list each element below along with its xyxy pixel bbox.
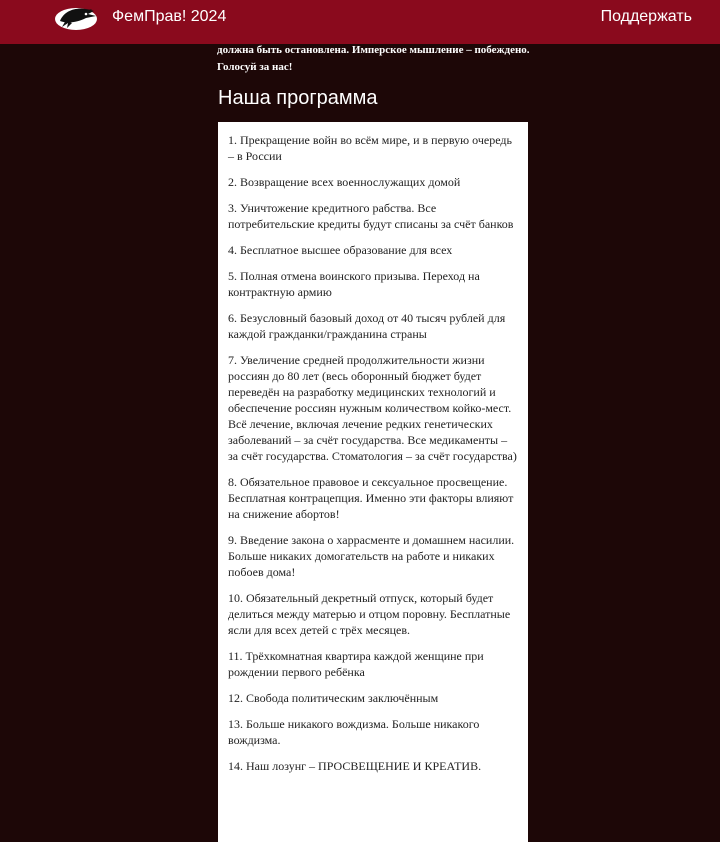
program-item: 9. Введение закона о харрасменте и домашнем насилии. Больше никаких домогательств на работе и никаких побоев дома! — [228, 533, 515, 579]
brand-title[interactable]: ФемПрав! 2024 — [112, 8, 227, 25]
donate-link[interactable]: Поддержать — [600, 8, 692, 25]
site-header — [0, 0, 720, 44]
intro-text — [217, 42, 537, 76]
program-item: 2. Возвращение всех военнослужащих домой — [228, 175, 461, 189]
intro-text-line: Голосуй за нас! — [217, 61, 293, 73]
program-item: 1. Прекращение войн во всём мире, и в первую очередь – в России — [228, 133, 512, 163]
program-item: 6. Безусловный базовый доход от 40 тысяч рублей для каждой гражданки/гражданина страны — [228, 311, 506, 341]
program-item: 10. Обязательный декретный отпуск, который будет делиться между матерью и отцом поровну. Бесплатные ясли для всех детей с трёх месяцев. — [228, 591, 511, 637]
program-item: 4. Бесплатное высшее образование для всех — [228, 243, 453, 257]
program-item: 7. Увеличение средней продолжительности жизни россиян до 80 лет (весь оборонный бюджет будет переведён на разработку медицинских технологий и обеспечение россиян нужным количеством койко-мест. Всё лечение, включая лечение редких генетических заболеваний – за счёт государства. Все медикаменты – за счёт государства. Стоматология – за счёт государства) — [228, 353, 517, 463]
program-item: 14. Наш лозунг – ПРОСВЕЩЕНИЕ И КРЕАТИВ. — [228, 759, 482, 773]
program-list — [218, 122, 528, 842]
program-item: 3. Уничтожение кредитного рабства. Все потребительские кредиты будут списаны за счёт банков — [228, 201, 514, 231]
intro-text-line: должна быть остановлена. Имперское мышление – побеждено. — [217, 44, 530, 56]
program-item: 12. Свобода политическим заключённым — [228, 691, 439, 705]
program-heading: Наша программа — [218, 87, 378, 109]
program-item: 11. Трёхкомнатная квартира каждой женщине при рождении первого ребёнка — [228, 649, 484, 679]
program-item: 8. Обязательное правовое и сексуальное просвещение. Бесплатная контрацепция. Именно эти факторы влияют на снижение абортов! — [228, 475, 514, 521]
program-item: 13. Больше никакого вождизма. Больше никакого вождизма. — [228, 717, 480, 747]
program-item: 5. Полная отмена воинского призыва. Переход на контрактную армию — [228, 269, 480, 299]
crow-logo-icon[interactable] — [52, 2, 100, 32]
